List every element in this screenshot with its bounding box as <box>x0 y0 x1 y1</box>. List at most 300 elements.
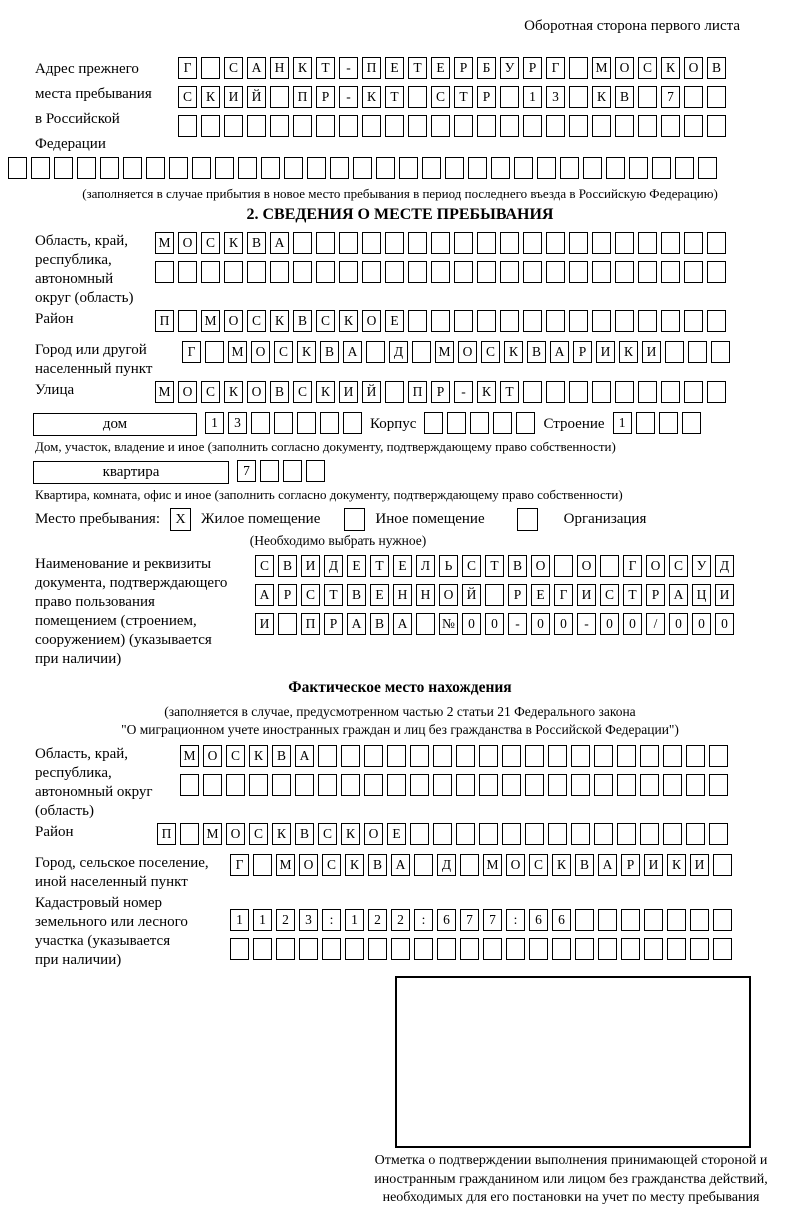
char-cell[interactable] <box>203 774 222 796</box>
char-cell[interactable] <box>343 412 362 434</box>
char-cell[interactable]: А <box>270 232 289 254</box>
char-cell[interactable]: В <box>707 57 726 79</box>
kvartira-cells[interactable] <box>237 460 325 484</box>
char-cell[interactable] <box>661 261 680 283</box>
char-cell[interactable]: К <box>297 341 316 363</box>
char-cell[interactable] <box>479 823 498 845</box>
char-cell[interactable] <box>548 823 567 845</box>
char-cell[interactable]: О <box>458 341 477 363</box>
char-cell[interactable]: В <box>247 232 266 254</box>
char-cell[interactable] <box>408 232 427 254</box>
char-cell[interactable]: Д <box>715 555 734 577</box>
char-cell[interactable] <box>707 115 726 137</box>
char-cell[interactable] <box>353 157 372 179</box>
char-cell[interactable] <box>502 823 521 845</box>
char-cell[interactable]: В <box>295 823 314 845</box>
char-cell[interactable] <box>123 157 142 179</box>
char-cell[interactable] <box>707 86 726 108</box>
char-cell[interactable]: Е <box>370 584 389 606</box>
char-cell[interactable]: Т <box>485 555 504 577</box>
char-cell[interactable] <box>638 261 657 283</box>
char-cell[interactable] <box>460 854 479 876</box>
s2-oblast-row-2[interactable] <box>155 261 726 285</box>
char-cell[interactable]: 1 <box>205 412 224 434</box>
char-cell[interactable] <box>707 261 726 283</box>
char-cell[interactable] <box>180 823 199 845</box>
char-cell[interactable]: К <box>477 381 496 403</box>
char-cell[interactable] <box>686 774 705 796</box>
char-cell[interactable]: С <box>431 86 450 108</box>
char-cell[interactable]: Е <box>531 584 550 606</box>
char-cell[interactable] <box>431 232 450 254</box>
char-cell[interactable]: О <box>615 57 634 79</box>
char-cell[interactable] <box>391 938 410 960</box>
char-cell[interactable] <box>675 157 694 179</box>
char-cell[interactable]: Е <box>431 57 450 79</box>
char-cell[interactable]: И <box>644 854 663 876</box>
char-cell[interactable]: И <box>255 613 274 635</box>
char-cell[interactable]: К <box>345 854 364 876</box>
char-cell[interactable] <box>433 745 452 767</box>
char-cell[interactable]: К <box>341 823 360 845</box>
char-cell[interactable]: 3 <box>299 909 318 931</box>
char-cell[interactable] <box>707 232 726 254</box>
char-cell[interactable] <box>169 157 188 179</box>
char-cell[interactable]: К <box>661 57 680 79</box>
char-cell[interactable] <box>477 310 496 332</box>
char-cell[interactable]: 7 <box>237 460 256 482</box>
char-cell[interactable]: 0 <box>669 613 688 635</box>
char-cell[interactable] <box>698 157 717 179</box>
char-cell[interactable] <box>711 341 730 363</box>
char-cell[interactable] <box>274 412 293 434</box>
char-cell[interactable]: А <box>343 341 362 363</box>
char-cell[interactable] <box>422 157 441 179</box>
char-cell[interactable] <box>385 232 404 254</box>
char-cell[interactable] <box>606 157 625 179</box>
char-cell[interactable] <box>483 938 502 960</box>
char-cell[interactable]: 3 <box>546 86 565 108</box>
char-cell[interactable] <box>479 745 498 767</box>
char-cell[interactable]: М <box>435 341 454 363</box>
char-cell[interactable] <box>690 938 709 960</box>
char-cell[interactable] <box>592 115 611 137</box>
char-cell[interactable] <box>180 774 199 796</box>
char-cell[interactable]: С <box>201 381 220 403</box>
char-cell[interactable]: С <box>201 232 220 254</box>
char-cell[interactable] <box>713 938 732 960</box>
char-cell[interactable] <box>470 412 489 434</box>
char-cell[interactable]: В <box>270 381 289 403</box>
char-cell[interactable]: К <box>552 854 571 876</box>
char-cell[interactable]: Р <box>646 584 665 606</box>
char-cell[interactable]: Д <box>437 854 456 876</box>
char-cell[interactable] <box>569 86 588 108</box>
kadastr-row-1[interactable] <box>230 909 732 933</box>
char-cell[interactable]: О <box>224 310 243 332</box>
char-cell[interactable]: А <box>391 854 410 876</box>
char-cell[interactable] <box>502 745 521 767</box>
char-cell[interactable] <box>552 938 571 960</box>
char-cell[interactable] <box>644 909 663 931</box>
char-cell[interactable] <box>652 157 671 179</box>
s2-ulitsa-row[interactable] <box>155 381 726 405</box>
char-cell[interactable]: 2 <box>391 909 410 931</box>
char-cell[interactable]: Д <box>389 341 408 363</box>
char-cell[interactable] <box>416 613 435 635</box>
char-cell[interactable] <box>709 745 728 767</box>
char-cell[interactable] <box>270 115 289 137</box>
char-cell[interactable] <box>368 938 387 960</box>
char-cell[interactable] <box>554 555 573 577</box>
char-cell[interactable]: О <box>684 57 703 79</box>
char-cell[interactable] <box>249 774 268 796</box>
char-cell[interactable] <box>253 938 272 960</box>
char-cell[interactable] <box>569 310 588 332</box>
char-cell[interactable] <box>192 157 211 179</box>
char-cell[interactable] <box>638 115 657 137</box>
char-cell[interactable] <box>477 115 496 137</box>
char-cell[interactable]: К <box>339 310 358 332</box>
char-cell[interactable]: С <box>301 584 320 606</box>
char-cell[interactable]: И <box>642 341 661 363</box>
char-cell[interactable] <box>525 774 544 796</box>
char-cell[interactable] <box>661 381 680 403</box>
char-cell[interactable] <box>506 938 525 960</box>
char-cell[interactable] <box>316 261 335 283</box>
char-cell[interactable]: О <box>364 823 383 845</box>
char-cell[interactable] <box>215 157 234 179</box>
char-cell[interactable]: Т <box>370 555 389 577</box>
prev-address-row-4[interactable] <box>8 157 792 181</box>
char-cell[interactable]: В <box>368 854 387 876</box>
char-cell[interactable]: М <box>592 57 611 79</box>
char-cell[interactable]: Г <box>230 854 249 876</box>
char-cell[interactable] <box>548 774 567 796</box>
char-cell[interactable]: В <box>575 854 594 876</box>
char-cell[interactable] <box>399 157 418 179</box>
char-cell[interactable]: Р <box>523 57 542 79</box>
char-cell[interactable]: Е <box>385 57 404 79</box>
char-cell[interactable]: И <box>715 584 734 606</box>
char-cell[interactable] <box>713 854 732 876</box>
char-cell[interactable]: О <box>506 854 525 876</box>
char-cell[interactable]: С <box>322 854 341 876</box>
char-cell[interactable] <box>621 938 640 960</box>
char-cell[interactable] <box>598 909 617 931</box>
char-cell[interactable] <box>100 157 119 179</box>
char-cell[interactable]: М <box>155 232 174 254</box>
char-cell[interactable]: 2 <box>276 909 295 931</box>
char-cell[interactable]: В <box>278 555 297 577</box>
char-cell[interactable]: С <box>481 341 500 363</box>
char-cell[interactable] <box>433 774 452 796</box>
char-cell[interactable]: 1 <box>613 412 632 434</box>
char-cell[interactable] <box>636 412 655 434</box>
char-cell[interactable] <box>410 774 429 796</box>
dom-box[interactable]: дом <box>33 413 197 436</box>
char-cell[interactable] <box>201 261 220 283</box>
char-cell[interactable]: Е <box>385 310 404 332</box>
char-cell[interactable] <box>615 381 634 403</box>
char-cell[interactable]: 0 <box>600 613 619 635</box>
char-cell[interactable] <box>339 261 358 283</box>
char-cell[interactable] <box>525 745 544 767</box>
char-cell[interactable]: Й <box>362 381 381 403</box>
char-cell[interactable] <box>684 115 703 137</box>
char-cell[interactable]: 1 <box>253 909 272 931</box>
char-cell[interactable] <box>238 157 257 179</box>
char-cell[interactable]: Й <box>247 86 266 108</box>
s2-gorod-row[interactable] <box>182 341 730 365</box>
char-cell[interactable] <box>594 745 613 767</box>
char-cell[interactable] <box>638 86 657 108</box>
char-cell[interactable] <box>251 412 270 434</box>
char-cell[interactable]: Р <box>621 854 640 876</box>
char-cell[interactable] <box>546 310 565 332</box>
char-cell[interactable]: К <box>592 86 611 108</box>
char-cell[interactable] <box>479 774 498 796</box>
char-cell[interactable]: И <box>577 584 596 606</box>
char-cell[interactable]: Т <box>408 57 427 79</box>
dom-cells[interactable] <box>205 412 362 436</box>
char-cell[interactable] <box>684 261 703 283</box>
kvartira-box[interactable]: квартира <box>33 461 229 484</box>
char-cell[interactable]: 1 <box>230 909 249 931</box>
prev-address-row-2[interactable] <box>178 86 726 110</box>
char-cell[interactable] <box>431 115 450 137</box>
char-cell[interactable] <box>615 232 634 254</box>
char-cell[interactable] <box>667 938 686 960</box>
char-cell[interactable] <box>638 310 657 332</box>
fact-oblast-row-2[interactable] <box>180 774 728 798</box>
char-cell[interactable] <box>201 57 220 79</box>
char-cell[interactable] <box>500 310 519 332</box>
char-cell[interactable] <box>493 412 512 434</box>
stroenie-cells[interactable] <box>613 412 701 436</box>
fact-oblast-row-1[interactable] <box>180 745 728 769</box>
char-cell[interactable] <box>477 232 496 254</box>
char-cell[interactable] <box>640 823 659 845</box>
char-cell[interactable] <box>569 57 588 79</box>
char-cell[interactable] <box>414 854 433 876</box>
char-cell[interactable]: Р <box>278 584 297 606</box>
char-cell[interactable] <box>366 341 385 363</box>
char-cell[interactable]: Р <box>431 381 450 403</box>
char-cell[interactable] <box>592 310 611 332</box>
char-cell[interactable]: 7 <box>483 909 502 931</box>
char-cell[interactable]: 0 <box>485 613 504 635</box>
checkbox-zhiloe[interactable]: X <box>170 508 191 531</box>
char-cell[interactable] <box>341 774 360 796</box>
char-cell[interactable]: К <box>272 823 291 845</box>
char-cell[interactable] <box>709 823 728 845</box>
char-cell[interactable] <box>410 745 429 767</box>
char-cell[interactable]: К <box>201 86 220 108</box>
char-cell[interactable]: М <box>276 854 295 876</box>
char-cell[interactable]: Н <box>270 57 289 79</box>
char-cell[interactable] <box>523 381 542 403</box>
char-cell[interactable] <box>293 261 312 283</box>
char-cell[interactable] <box>253 854 272 876</box>
char-cell[interactable] <box>387 745 406 767</box>
char-cell[interactable] <box>546 232 565 254</box>
char-cell[interactable]: В <box>508 555 527 577</box>
char-cell[interactable] <box>592 261 611 283</box>
char-cell[interactable] <box>77 157 96 179</box>
char-cell[interactable] <box>516 412 535 434</box>
char-cell[interactable]: И <box>224 86 243 108</box>
char-cell[interactable]: 1 <box>523 86 542 108</box>
char-cell[interactable] <box>8 157 27 179</box>
char-cell[interactable] <box>31 157 50 179</box>
char-cell[interactable]: В <box>320 341 339 363</box>
char-cell[interactable]: 7 <box>460 909 479 931</box>
char-cell[interactable]: 2 <box>368 909 387 931</box>
char-cell[interactable]: Р <box>316 86 335 108</box>
char-cell[interactable]: Г <box>623 555 642 577</box>
char-cell[interactable] <box>600 555 619 577</box>
char-cell[interactable]: В <box>347 584 366 606</box>
char-cell[interactable]: С <box>318 823 337 845</box>
char-cell[interactable] <box>454 232 473 254</box>
char-cell[interactable]: - <box>339 86 358 108</box>
char-cell[interactable] <box>638 232 657 254</box>
char-cell[interactable] <box>345 938 364 960</box>
char-cell[interactable] <box>659 412 678 434</box>
char-cell[interactable]: А <box>393 613 412 635</box>
char-cell[interactable] <box>306 460 325 482</box>
char-cell[interactable] <box>316 232 335 254</box>
char-cell[interactable] <box>592 232 611 254</box>
char-cell[interactable] <box>247 261 266 283</box>
char-cell[interactable]: 0 <box>715 613 734 635</box>
char-cell[interactable] <box>226 774 245 796</box>
checkbox-organizatsiya[interactable] <box>517 508 538 531</box>
char-cell[interactable] <box>502 774 521 796</box>
char-cell[interactable]: В <box>272 745 291 767</box>
char-cell[interactable] <box>364 745 383 767</box>
char-cell[interactable]: Б <box>477 57 496 79</box>
char-cell[interactable]: П <box>362 57 381 79</box>
char-cell[interactable] <box>548 745 567 767</box>
char-cell[interactable] <box>514 157 533 179</box>
char-cell[interactable]: О <box>247 381 266 403</box>
char-cell[interactable]: К <box>224 381 243 403</box>
char-cell[interactable] <box>688 341 707 363</box>
char-cell[interactable] <box>663 745 682 767</box>
char-cell[interactable]: 0 <box>554 613 573 635</box>
char-cell[interactable] <box>661 115 680 137</box>
char-cell[interactable] <box>500 86 519 108</box>
char-cell[interactable] <box>617 823 636 845</box>
char-cell[interactable]: С <box>669 555 688 577</box>
char-cell[interactable]: К <box>249 745 268 767</box>
char-cell[interactable] <box>385 261 404 283</box>
char-cell[interactable]: 6 <box>529 909 548 931</box>
char-cell[interactable] <box>431 310 450 332</box>
char-cell[interactable] <box>270 86 289 108</box>
char-cell[interactable] <box>500 232 519 254</box>
doc-row-2[interactable] <box>255 584 734 608</box>
char-cell[interactable]: М <box>228 341 247 363</box>
char-cell[interactable]: Г <box>182 341 201 363</box>
doc-row-1[interactable] <box>255 555 734 579</box>
char-cell[interactable]: О <box>178 381 197 403</box>
char-cell[interactable] <box>665 341 684 363</box>
char-cell[interactable]: С <box>274 341 293 363</box>
char-cell[interactable]: 3 <box>228 412 247 434</box>
char-cell[interactable] <box>385 381 404 403</box>
checkbox-inoe[interactable] <box>344 508 365 531</box>
char-cell[interactable] <box>408 115 427 137</box>
char-cell[interactable]: № <box>439 613 458 635</box>
char-cell[interactable]: Ц <box>692 584 711 606</box>
char-cell[interactable]: Н <box>416 584 435 606</box>
char-cell[interactable]: М <box>201 310 220 332</box>
char-cell[interactable]: : <box>506 909 525 931</box>
char-cell[interactable] <box>433 823 452 845</box>
char-cell[interactable]: А <box>550 341 569 363</box>
char-cell[interactable] <box>414 938 433 960</box>
char-cell[interactable]: П <box>157 823 176 845</box>
char-cell[interactable] <box>341 745 360 767</box>
char-cell[interactable]: 7 <box>661 86 680 108</box>
char-cell[interactable]: П <box>293 86 312 108</box>
char-cell[interactable]: И <box>301 555 320 577</box>
char-cell[interactable]: Т <box>623 584 642 606</box>
char-cell[interactable] <box>224 261 243 283</box>
char-cell[interactable] <box>617 774 636 796</box>
char-cell[interactable] <box>617 745 636 767</box>
char-cell[interactable] <box>682 412 701 434</box>
char-cell[interactable] <box>571 823 590 845</box>
char-cell[interactable]: - <box>339 57 358 79</box>
char-cell[interactable]: И <box>596 341 615 363</box>
char-cell[interactable] <box>594 774 613 796</box>
char-cell[interactable]: 6 <box>437 909 456 931</box>
char-cell[interactable] <box>270 261 289 283</box>
char-cell[interactable]: П <box>408 381 427 403</box>
char-cell[interactable]: У <box>500 57 519 79</box>
char-cell[interactable]: К <box>667 854 686 876</box>
char-cell[interactable]: А <box>598 854 617 876</box>
char-cell[interactable]: Т <box>316 57 335 79</box>
char-cell[interactable]: С <box>316 310 335 332</box>
char-cell[interactable]: О <box>531 555 550 577</box>
char-cell[interactable] <box>684 381 703 403</box>
char-cell[interactable]: 0 <box>531 613 550 635</box>
char-cell[interactable] <box>477 261 496 283</box>
char-cell[interactable]: О <box>646 555 665 577</box>
char-cell[interactable]: В <box>527 341 546 363</box>
char-cell[interactable]: : <box>322 909 341 931</box>
char-cell[interactable]: А <box>669 584 688 606</box>
char-cell[interactable]: Р <box>324 613 343 635</box>
char-cell[interactable] <box>569 115 588 137</box>
char-cell[interactable]: О <box>577 555 596 577</box>
char-cell[interactable]: К <box>224 232 243 254</box>
char-cell[interactable]: А <box>247 57 266 79</box>
char-cell[interactable]: - <box>508 613 527 635</box>
char-cell[interactable]: М <box>203 823 222 845</box>
char-cell[interactable]: К <box>504 341 523 363</box>
char-cell[interactable]: Г <box>178 57 197 79</box>
char-cell[interactable] <box>284 157 303 179</box>
char-cell[interactable]: Д <box>324 555 343 577</box>
char-cell[interactable]: Р <box>454 57 473 79</box>
char-cell[interactable]: Й <box>462 584 481 606</box>
